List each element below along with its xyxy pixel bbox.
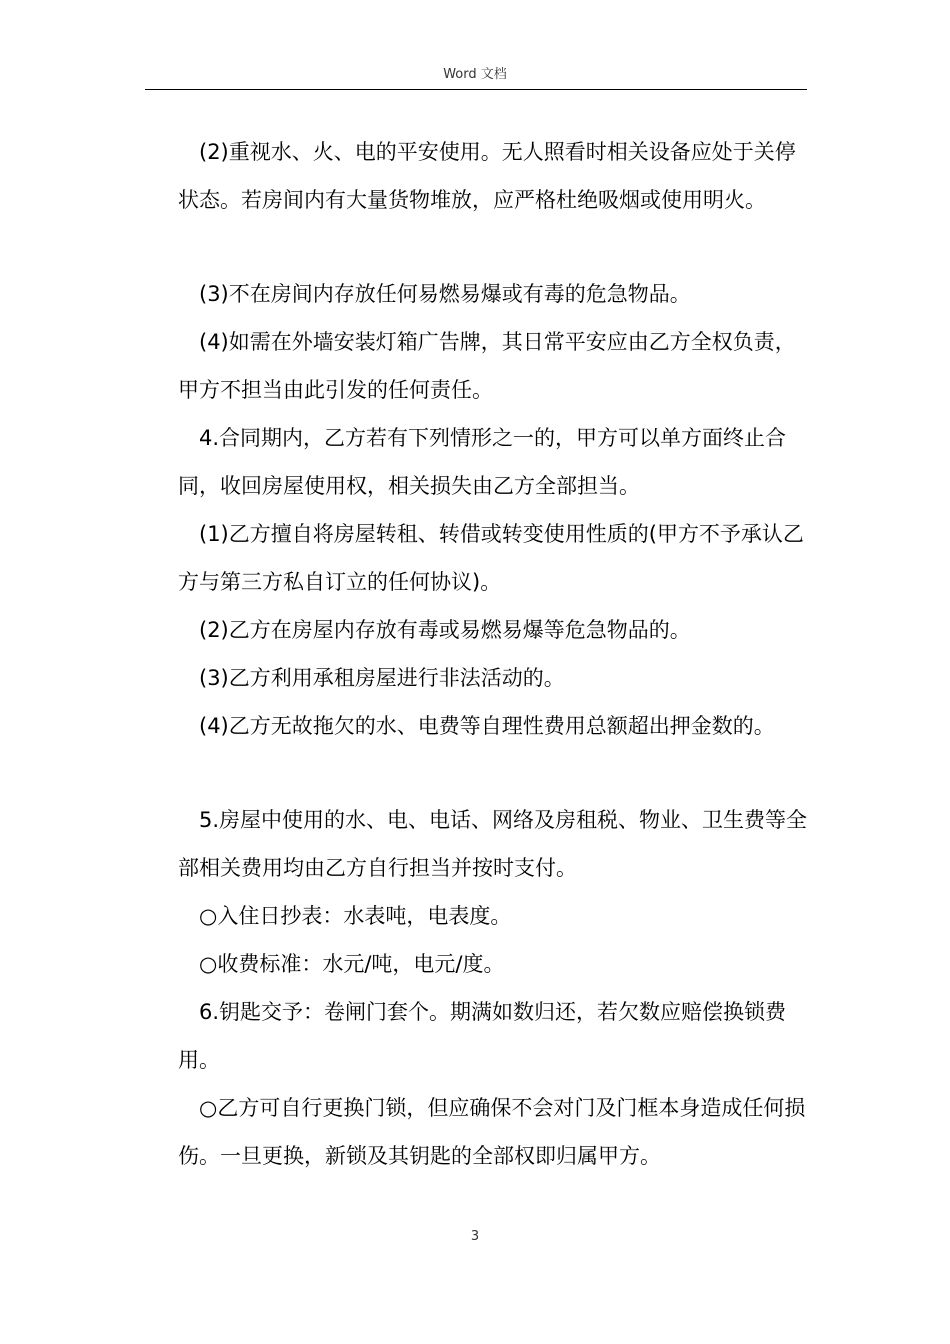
paragraph-fee-standard: ○收费标准：水元/吨，电元/度。 bbox=[199, 952, 505, 976]
document-body bbox=[178, 128, 808, 1180]
paragraph-meter-reading: ○入住日抄表：水表吨，电表度。 bbox=[199, 904, 512, 928]
paragraph-lock-change: ○乙方可自行更换门锁，但应确保不会对门及门框本身造成任何损伤。一旦更换，新锁及其钥匙的全部权即归属甲方。 bbox=[178, 1096, 806, 1168]
paragraph-clause-4-item-2: (2)乙方在房屋内存放有毒或易燃易爆等危急物品的。 bbox=[199, 618, 691, 642]
paragraph-clause-4-item-3: (3)乙方利用承租房屋进行非法活动的。 bbox=[199, 666, 565, 690]
paragraph-clause-4-item-4: (4)乙方无故拖欠的水、电费等自理性费用总额超出押金数的。 bbox=[199, 714, 775, 738]
paragraph-item-4-signboard: (4)如需在外墙安装灯箱广告牌，其日常平安应由乙方全权负责，甲方不担当由此引发的任何责任。 bbox=[178, 330, 796, 402]
header-divider bbox=[145, 89, 807, 90]
page-number: 3 bbox=[470, 1229, 480, 1244]
paragraph-clause-6: 6.钥匙交予：卷闸门套个。期满如数归还，若欠数应赔偿换锁费用。 bbox=[178, 1000, 787, 1072]
paragraph-clause-4: 4.合同期内，乙方若有下列情形之一的，甲方可以单方面终止合同，收回房屋使用权，相关损失由乙方全部担当。 bbox=[178, 426, 787, 498]
paragraph-clause-4-item-1: (1)乙方擅自将房屋转租、转借或转变使用性质的(甲方不予承认乙方与第三方私自订立的任何协议)。 bbox=[178, 522, 804, 594]
paragraph-item-3-storage: (3)不在房间内存放任何易燃易爆或有毒的危急物品。 bbox=[199, 282, 691, 306]
paragraph-clause-5: 5.房屋中使用的水、电、电话、网络及房租税、物业、卫生费等全部相关费用均由乙方自行担当并按时支付。 bbox=[178, 808, 808, 880]
page-header: Word 文档 bbox=[443, 67, 507, 82]
paragraph-item-2-safety: (2)重视水、火、电的平安使用。无人照看时相关设备应处于关停状态。若房间内有大量货物堆放，应严格杜绝吸烟或使用明火。 bbox=[178, 140, 796, 212]
